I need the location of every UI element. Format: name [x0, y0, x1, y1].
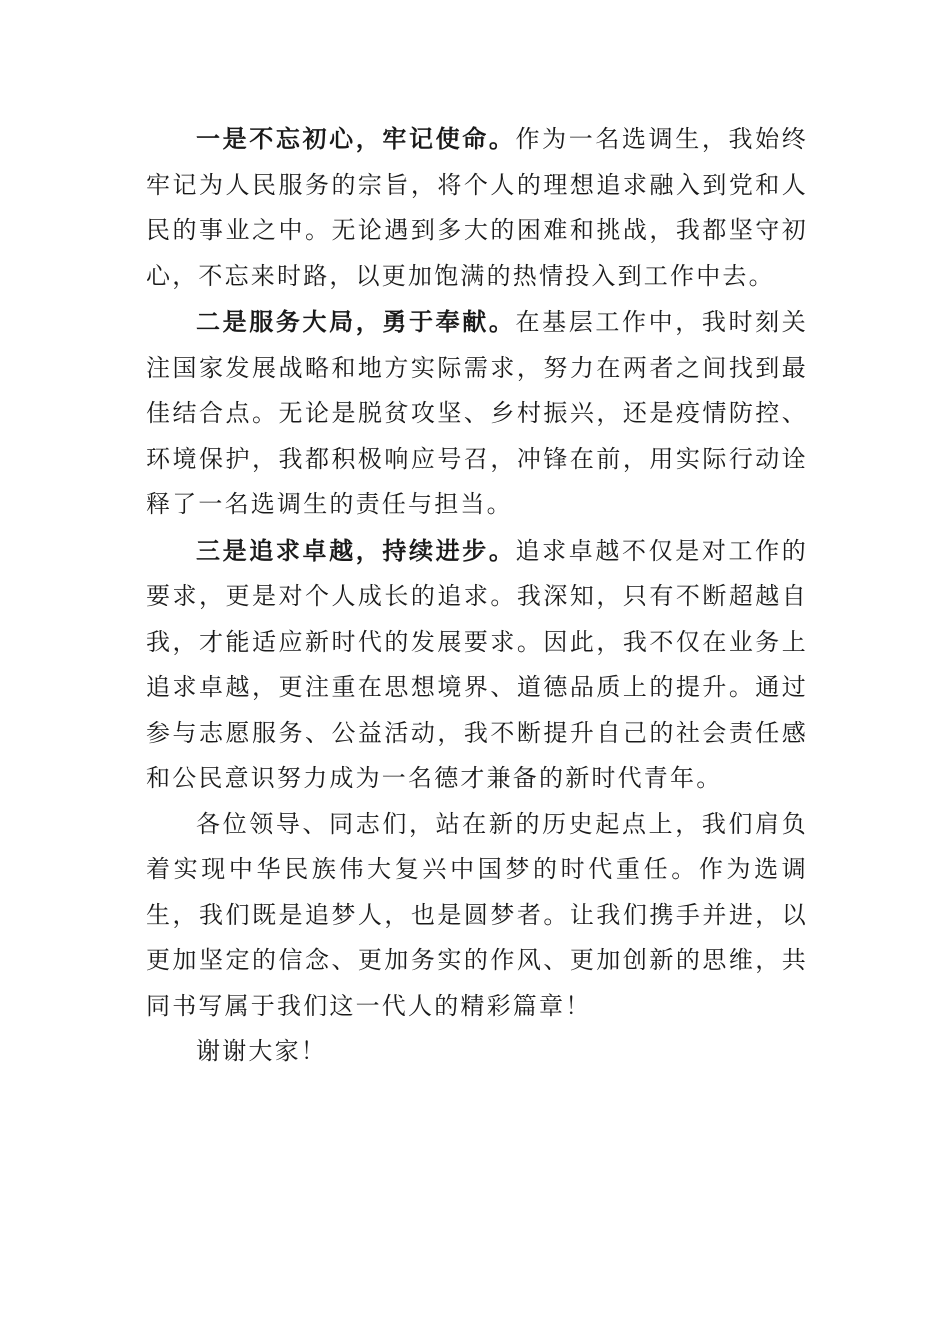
paragraph-4-body: 各位领导、同志们，站在新的历史起点上，我们肩负着实现中华民族伟大复兴中国梦的时代重任。作为选调生，我们既是追梦人，也是圆梦者。让我们携手并进，以更加坚定的信念、更加务实的作风、更加创新的思维，共同书写属于我们这一代人的精彩篇章！ [146, 809, 808, 1020]
paragraph-3-body: 追求卓越不仅是对工作的要求，更是对个人成长的追求。我深知，只有不断超越自我，才能适应新时代的发展要求。因此，我不仅在业务上追求卓越，更注重在思想境界、道德品质上的提升。通过参与志愿服务、公益活动，我不断提升自己的社会责任感和公民意识努力成为一名德才兼备的新时代青年。 [146, 536, 808, 792]
document-body [146, 116, 808, 1075]
paragraph-3-lead: 三是追求卓越，持续进步。 [196, 535, 516, 565]
paragraph-4 [146, 802, 808, 1030]
paragraph-2-lead: 二是服务大局，勇于奉献。 [196, 307, 516, 336]
paragraph-1-body: 作为一名选调生，我始终牢记为人民服务的宗旨，将个人的理想追求融入到党和人民的事业之中。无论遇到多大的困难和挑战，我都坚守初心，不忘来时路，以更加饱满的热情投入到工作中去。 [146, 125, 808, 290]
paragraph-2-body: 在基层工作中，我时刻关注国家发展战略和地方实际需求，努力在两者之间找到最佳结合点。无论是脱贫攻坚、乡村振兴，还是疫情防控、环境保护，我都积极响应号召，冲锋在前，用实际行动诠释了一名选调生的责任与担当。 [146, 308, 808, 518]
paragraph-1-lead: 一是不忘初心，牢记使命。 [196, 124, 516, 153]
closing-line: 谢谢大家！ [196, 1037, 327, 1065]
paragraph-2 [146, 299, 808, 528]
paragraph-1 [146, 116, 808, 299]
paragraph-3 [146, 528, 808, 802]
